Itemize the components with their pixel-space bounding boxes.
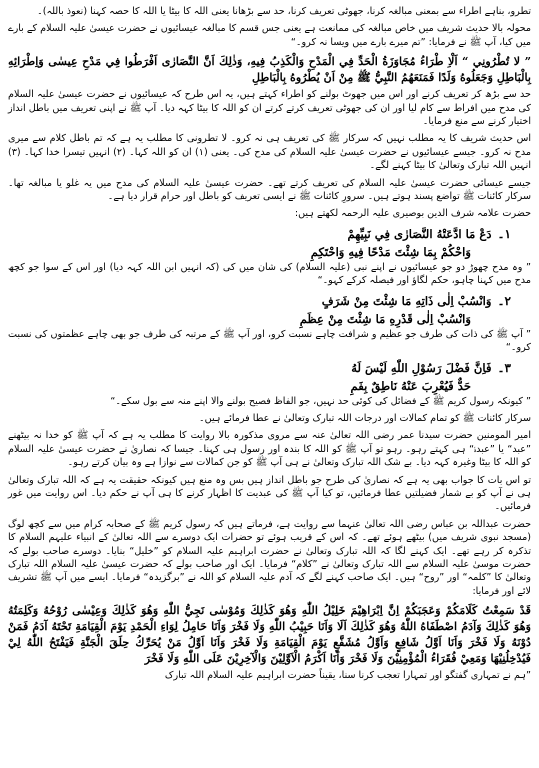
- verse-line-a: [8, 292, 531, 310]
- paragraph-busiri-intro: حضرت علامہ شرف الدین بوصیری علیہ الرحمہ لکھتے ہیں:: [294, 208, 531, 220]
- paragraph-translation-start: ”ہم نے تمہاری گفتگو اور تمہارا تعجب کرنا سنا، یقیناً حضرت ابراہیم علیہ السلام اللہ تبارک: [164, 670, 531, 682]
- paragraph-umar-narration: امیر المومنین حضرت سیدنا عمر رضی اللہ تعالیٰ عنہ سے مروی مذکورہ بالا روایت کا مطلب یہ ہے کہ آپ ﷺ کو خدا نہ بیٹھنے ”عبد“ یا ”عبدہٗ“ ہی کہتے رہو۔ رہو تو آپ ﷺ کو اللہ کا بندہ اور رسول ہی کہنا۔ جیسا کہ نصاریٰ نے حضرت عیسیٰ علیہ السلام کو اللہ کا بیٹا وغیرہ کہہ دیا۔ بے شک اللہ تبارک وتعالیٰ نے ہی آپ ﷺ کو جن کمالات سے نوازا ہے وہ بیان کرتے رہو۔: [8, 430, 531, 469]
- poem-verse-1: [8, 225, 531, 288]
- verse-line-b: وَانْسُبْ اِلٰى قَدْرِهِ مَا شِئْتَ مِنْ عِظَمِ: [299, 311, 471, 326]
- paragraph-intro: تطرو، بناہے اطراء سے بمعنی مبالغہ کرنا، جھوٹی تعریف کرنا، حد سے بڑھانا یعنی اللہ کا بیٹا یا اللہ کا حصہ کہنا (نعوذ باللہ)۔: [37, 6, 531, 17]
- verse-number: ۲۔: [497, 293, 511, 308]
- arabic-commentary: ” لا تُطْرُونِي “ اَلْاِ طْرَاءُ مُجَاوَزَةُ الْحَدِّ فِي الْمَدْحِ وَالْكَذِبُ فِيهِ، وَذٰلِكَ اَنَّ النَّصَارٰى اَفْرَطُوا فِي مَدْحِ عِيسٰى وَاِطْرَائِهِ بِالْبَاطِلِ وَجَعَلُوهُ وَلَدًا فَمَنَعَهُمُ النَّبِيُّ ﷺ مِنْ اَنْ يُطْرُوهُ بِالْبَاطِلِ: [8, 54, 531, 85]
- verse-text: فَاِنَّ فَضْلَ رَسُوْلِ اللّٰهِ لَيْسَ لَهُ: [351, 360, 492, 375]
- paragraph-meaning: اس حدیث شریف کا یہ مطلب نہیں کہ سرکار ﷺ کی تعریف ہی نہ کرو۔ لا تطرونی کا مطلب یہ ہے کہ تم باطل کلام سے میری مدح نہ کرو۔ جیسے عیسائیوں نے حضرت عیسیٰ علیہ السلام کی مدح کی۔ یعنی (۱) ان کو اللہ کہا۔ (۲) انہیں تیسرا خدا کہا۔ (۳) انہیں اللہ تبارک وتعالیٰ کا بیٹا کہنے لگے۔: [8, 133, 531, 172]
- verse-line-a: [8, 359, 531, 377]
- verse-text: وَانْسُبْ اِلٰى ذَاتِهِ مَا شِئْتَ مِنْ شَرَفٍ: [321, 293, 492, 308]
- verse-translation: ” کیونکہ رسول کریم ﷺ کے فضائل کی کوئی حد نہیں، جو الفاظ فصیح بولنے والا اپنے منہ سے بول سکے۔“: [110, 395, 531, 407]
- verse-text: دَعْ مَا ادَّعَتْهُ النَّصَارٰى فِي نَبِيِّهِمْ: [347, 226, 492, 241]
- paragraph-answer: تو اس بات کا جواب بھی یہ ہے کہ نصاریٰ کی طرح جو باطل انداز ہیں بس وہ منع ہیں کیونکہ حقیقت یہ ہے کہ اللہ تبارک وتعالیٰ ہی نے آپ کو بے شمار فضیلتیں عطا فرمائیں، تو کیا آپ ﷺ کی عبدیت کا اظہار کرنے کا ہی آپ نے حکم دیا۔ اس روایت میں غور فرمائیں۔: [8, 474, 531, 513]
- paragraph-kamalat: سرکار کائنات ﷺ کو تمام کمالات اور درجات اللہ تبارک وتعالیٰ نے عطا فرمائے ہیں۔: [199, 412, 531, 424]
- poem-verse-3: [8, 359, 531, 408]
- arabic-hadith: قَدْ سَمِعْتُ كَلَامَكُمْ وَعَجَبَكُمْ اِنَّ اِبْرَاهِيْمَ خَلِيْلُ اللّٰهِ وَهُوَ كَذٰلِكَ وَمُوْسٰى نَجِيُّ اللّٰهِ وَهُوَ كَذٰلِكَ وَعِيْسٰى رُوْحُهُ وَكَلِمَتُهُ وَهُوَ كَذٰلِكَ وَآدَمُ اصْطَفَاهُ اللّٰهُ وَهُوَ كَذٰلِكَ اَلَا وَاَنَا حَبِيْبُ اللّٰهِ وَلَا فَخْرَ وَاَنَا حَامِلُ لِوَاءِ الْحَمْدِ يَوْمَ الْقِيَامَةِ تَحْتَهُ آدَمُ فَمَنْ دُوْنَهُ وَلَا فَخْرَ وَاَنَا اَوَّلُ شَافِعٍ وَاَوَّلُ مُشَفَّعٍ يَوْمَ الْقِيَامَةِ وَلَا فَخْرَ وَاَنَا اَوَّلُ مَنْ يُحَرِّكُ حِلَقَ الْجَنَّةِ فَيَفْتَحُ اللّٰهُ لِيْ فَيُدْخِلُنِيْهَا وَمَعِيْ فُقَرَاءُ الْمُؤْمِنِيْنَ وَلَا فَخْرَ وَاَنَا اَكْرَمُ الْاَوَّلِيْنَ وَالْآخِرِيْنَ عَلَى اللّٰهِ وَلَا فَخْرَ: [8, 603, 531, 666]
- verse-number: ۳۔: [497, 360, 511, 375]
- verse-line-a: [8, 225, 531, 243]
- paragraph-ibn-abbas: حضرت عبداللہ بن عباس رضی اللہ تعالیٰ عنہما سے روایت ہے، فرماتے ہیں کہ رسول کریم ﷺ کے صحابہ کرام میں سے کچھ لوگ (مسجد نبوی شریف میں) بیٹھے ہوئے تھے۔ کہ اس کے قریب ہوئے تو حضرات ایک دوسرے سے اللہ تعالیٰ کے انبیاء علیہم السلام کا تذکرہ کر رہے تھے۔ ایک کہنے لگا کہ اللہ تبارک وتعالیٰ نے حضرت ابراہیم علیہ السلام کو ”خلیل“ بنایا۔ دوسرے صاحب بولے کہ حضرت موسیٰ علیہ السلام سے اللہ تبارک وتعالیٰ نے ”کلام“ فرمایا۔ ایک اور صاحب بولے کہ حضرت عیسیٰ علیہ السلام اللہ تبارک وتعالیٰ کا ”کلمہ“ اور ”روح“ ہیں۔ ایک صاحب کہنے لگے کہ آدم علیہ السلام کو اللہ نے ”برگزیدہ“ فرمایا۔ ایسے میں آپ ﷺ تشریف لائے اور فرمایا:: [8, 518, 531, 597]
- verse-number: ۱۔: [497, 226, 511, 241]
- verse-translation: ” آپ ﷺ کی ذات کی طرف جو عظیم و شرافت چاہے نسبت کرو، اور آپ ﷺ کے مرتبہ کی طرف جو بھی چاہے عظمتوں کی نسبت کرو۔“: [8, 328, 531, 354]
- verse-line-b: حَدٌّ فَيُعْرِبَ عَنْهُ نَاطِقٌ بِفَمِ: [350, 378, 471, 393]
- paragraph-christians: جیسے عیسائی حضرت عیسیٰ علیہ السلام کی تعریف کرتے تھے۔ حضرت عیسیٰ علیہ السلام کی مدح میں یہ غلو یا مبالغہ تھا۔ سرکار کائنات ﷺ تواضع پسند ہوتے ہیں۔ سرورِ کائنات ﷺ نے ایسی تعریف کو باطل اور حرام قرار دیا ہے۔: [8, 177, 531, 203]
- verse-translation: ” وہ مدح چھوڑ دو جو عیسائیوں نے اپنے نبی (علیہ السلام) کی شان میں کی (کہ انہیں ابن اللہ کہہ دیا) اور اس کے سوا جو کچھ مدح میں کہنا چاہو، حکم لگاؤ اور فیصلہ کرکے کہو۔“: [8, 261, 531, 287]
- paragraph-hadith-note: محولہ بالا حدیث شریف میں خاص مبالغہ کی ممانعت ہے یعنی جس قسم کا مبالغہ عیسائیوں نے حضرت عیسیٰ علیہ السلام کے بارے میں کیا، آپ ﷺ نے فرمایا: ”تم میرے بارے میں ویسا نہ کرو۔“: [8, 23, 531, 48]
- paragraph-explanation: حد سے بڑھ کر تعریف کرنے اور اس میں جھوٹ بولنے کو اطراء کہتے ہیں، یہ اس طرح کہ عیسائیوں نے حضرت عیسیٰ علیہ السلام کی مدح میں افراط سے کام لیا اور ان کی جھوٹی تعریف کرتے کرتے ان کو اللہ کا بیٹا کہہ دیا۔ آپ ﷺ نے اپنی تعریف میں باطل انداز اختیار کرنے سے منع فرمایا۔: [8, 89, 531, 128]
- verse-line-b: وَاحْكُمْ بِمَا شِئْتَ مَدْحًا فِيهِ وَاحْتَكِمِ: [310, 244, 471, 259]
- poem-verse-2: [8, 292, 531, 355]
